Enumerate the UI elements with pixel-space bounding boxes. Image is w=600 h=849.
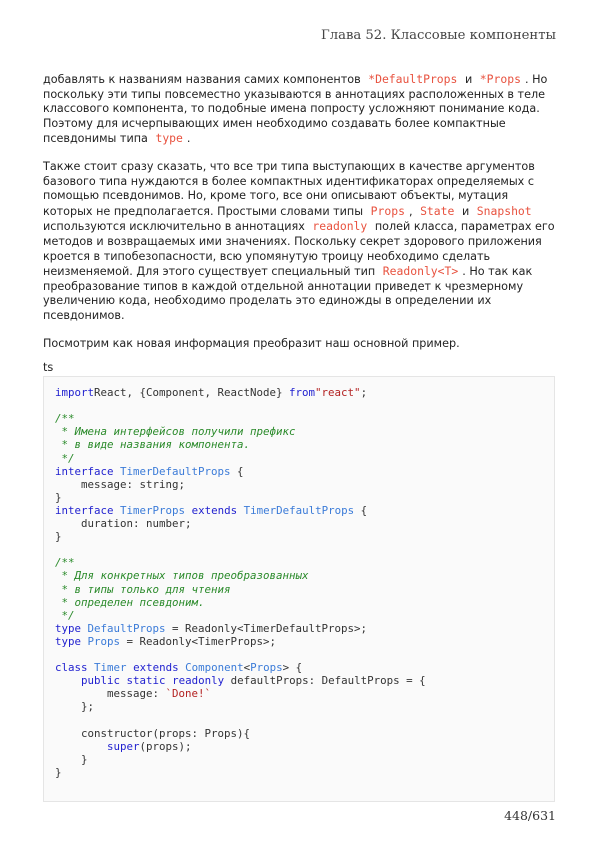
code-token: interface — [55, 464, 114, 478]
code-token: } — [55, 752, 88, 766]
paragraph-intro-example: Посмотрим как новая информация преобразит наш основной пример. — [43, 336, 460, 350]
code-line — [55, 635, 554, 648]
text-run: полей класса, параметрах его методов и возвращаемых ими значениях. Поскольку секрет здорового приложения кроется в типобезопасности, всю упомянутую троицу необходимо сделать неизменяемой. Для этого существует специальный тип — [43, 220, 555, 279]
code-token: * в виде названия компонента. — [55, 438, 251, 452]
code-token: } — [55, 530, 62, 544]
code-token: * в типы только для чтения — [55, 582, 231, 596]
code-line — [55, 713, 554, 726]
code-token: static — [126, 674, 166, 688]
text-run: , — [408, 204, 413, 218]
page-content — [43, 72, 558, 802]
code-line — [55, 465, 554, 478]
code-token: */ — [55, 451, 75, 465]
text-run: и — [464, 73, 473, 86]
paragraph-component-names — [43, 72, 558, 147]
code-token: type — [55, 634, 82, 648]
code-token: duration: number; — [55, 517, 192, 531]
code-token: Props — [250, 661, 283, 675]
chapter-header: Глава 52. Классовые компоненты — [320, 28, 556, 43]
code-language-label: ts — [43, 361, 54, 375]
text-run: . Но так как преобразование типов в каждой отдельной аннотации приведет к чрезмерному увеличению кода, необходимо проделать это единожды в определении их псевдонимов. — [43, 265, 533, 322]
code-token: interface — [55, 503, 114, 517]
code-token: message: string; — [55, 477, 186, 491]
text-run: добавлять к названиям названия самих компонентов — [43, 73, 361, 86]
inline-code: *DefaultProps — [368, 72, 458, 86]
text-run: и — [461, 204, 470, 218]
code-line — [55, 478, 554, 491]
code-token: super — [107, 739, 140, 753]
code-line — [55, 399, 554, 412]
code-token: public — [81, 674, 121, 688]
code-line — [55, 583, 554, 596]
text-run: Также стоит сразу сказать, что все три типа выступающих в качестве аргументов базового типа нуждаются в более компактных идентификаторах определяемых с помощью псевдонимов. Но, кроме того, все они описывают объекты, мутация которых не предполагается. Простыми словами типы — [43, 159, 535, 218]
code-token: ; — [360, 386, 368, 400]
code-listing — [55, 386, 554, 779]
code-line — [55, 661, 554, 674]
code-token: defaultProps: DefaultProps = { — [224, 674, 426, 688]
inline-code: readonly — [312, 219, 368, 234]
code-token: = Readonly<TimerDefaultProps>; — [165, 621, 368, 635]
code-token: { — [230, 464, 244, 478]
code-line — [55, 517, 554, 530]
code-token: readonly — [172, 674, 225, 688]
code-line — [55, 425, 554, 438]
code-line — [55, 543, 554, 556]
code-token — [55, 740, 107, 753]
code-line — [55, 530, 554, 543]
code-token — [55, 674, 81, 687]
code-token: > { — [282, 661, 303, 675]
code-line — [55, 504, 554, 517]
code-line — [55, 740, 554, 753]
code-line — [55, 766, 554, 779]
code-token: TimerProps — [120, 503, 186, 517]
code-token: }; — [55, 700, 95, 714]
code-token: * Для конкретных типов преобразованных — [55, 569, 309, 583]
code-token: } — [55, 490, 62, 504]
code-line — [55, 609, 554, 622]
code-line — [55, 753, 554, 766]
code-token: Component — [185, 661, 244, 675]
code-token: } — [55, 765, 62, 779]
code-token: /** — [55, 412, 75, 426]
code-token: { — [354, 503, 368, 517]
code-token: Timer — [94, 661, 127, 675]
code-token: DefaultProps — [87, 621, 166, 635]
code-line — [55, 648, 554, 661]
code-token: * определен псевдоним. — [55, 595, 205, 609]
code-token: TimerDefaultProps — [243, 503, 355, 517]
text-run: . Но поскольку эти типы повсеместно указываются в аннотациях расположенных в теле классового компонента, то подобные имена попросту усложняют понимание кода. Поэтому для исчерпывающих имен необходимо создавать более компактные псевдонимы типа — [43, 73, 548, 146]
code-token: extends — [191, 503, 238, 517]
code-token: */ — [55, 608, 75, 622]
code-token: React, {Component, ReactNode} — [94, 386, 290, 400]
inline-code: State — [420, 203, 455, 218]
inline-code: *Props — [479, 72, 521, 86]
code-token: /** — [55, 556, 75, 570]
code-line — [55, 727, 554, 740]
code-token: (props); — [139, 739, 192, 753]
code-line — [55, 687, 554, 700]
code-line — [55, 412, 554, 425]
paragraph-readonly-types — [43, 160, 558, 324]
code-token: Props — [87, 634, 121, 648]
code-line — [55, 596, 554, 609]
inline-code: type — [155, 131, 183, 146]
inline-code: Props — [370, 203, 405, 218]
code-token: import — [55, 386, 95, 400]
code-block — [43, 376, 555, 802]
code-token: = Readonly<TimerProps>; — [120, 634, 277, 648]
code-token: * Имена интерфейсов получили префикс — [55, 425, 296, 439]
code-line — [55, 674, 554, 687]
code-line — [55, 491, 554, 504]
code-line — [55, 386, 554, 399]
code-token: < — [243, 661, 251, 675]
code-line — [55, 622, 554, 635]
code-line — [55, 569, 554, 582]
code-line — [55, 438, 554, 451]
code-line — [55, 700, 554, 713]
inline-code: Snapshot — [476, 203, 532, 218]
code-token: from — [289, 386, 316, 400]
code-token: TimerDefaultProps — [120, 464, 231, 478]
code-token: message: — [55, 687, 166, 701]
code-line — [55, 452, 554, 465]
code-token: `Done!` — [165, 687, 212, 701]
code-token: class — [55, 661, 88, 675]
code-token: extends — [133, 661, 179, 675]
page-number: 448/631 — [504, 808, 556, 823]
code-token: type — [55, 621, 82, 635]
text-run: . — [186, 132, 191, 146]
inline-code: Readonly<T> — [382, 264, 459, 279]
code-token: "react" — [315, 386, 361, 400]
code-token: constructor(props: Props){ — [55, 726, 251, 740]
code-line — [55, 556, 554, 569]
text-run: используются исключительно в аннотациях — [43, 220, 305, 234]
